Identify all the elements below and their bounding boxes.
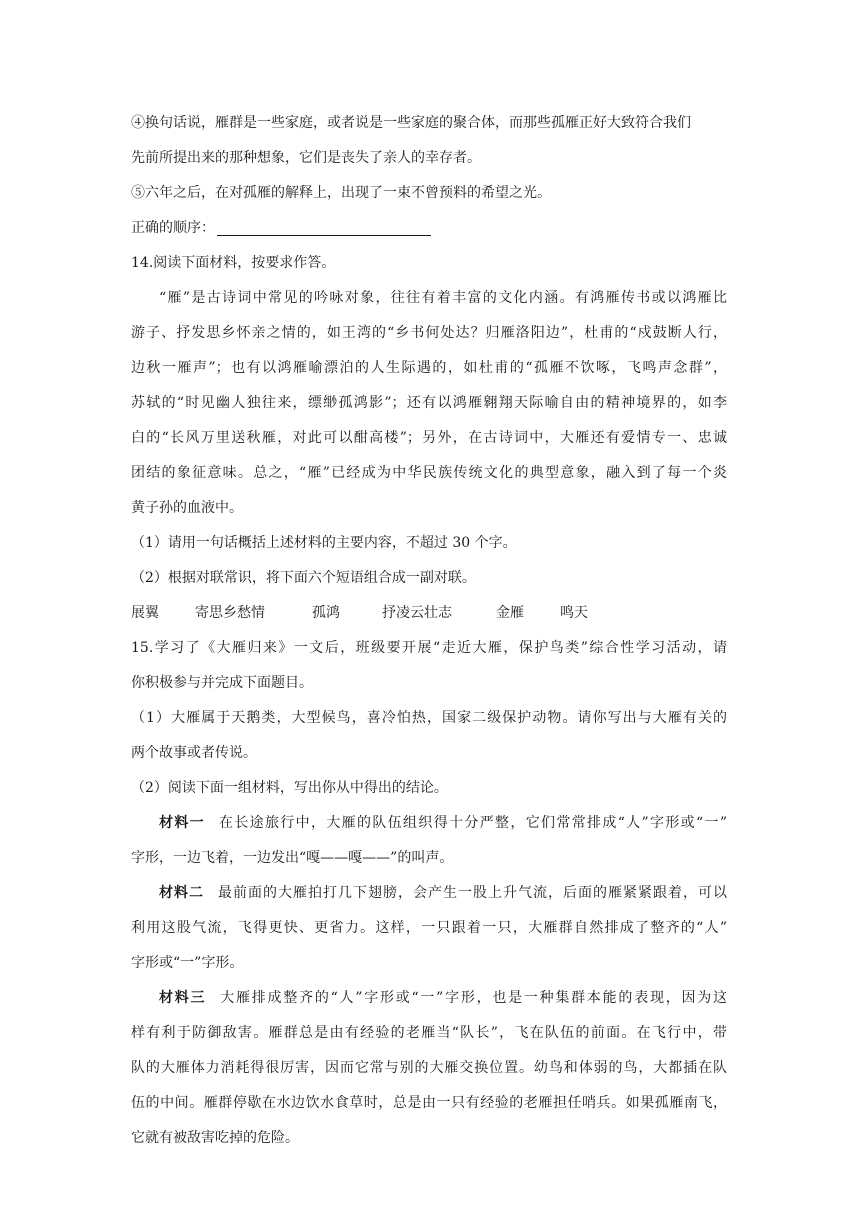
q14-passage-line: 团结的象征意味。总之，“雁”已经成为中华民族传统文化的典型意象，融入到了每一个炎 [131, 465, 727, 481]
q15-sub1 [131, 701, 727, 771]
q14-phrase: 寄思乡愁情 [195, 605, 265, 621]
q15-material1-text: 在长途旅行中，大雁的队伍组织得十分严整，它们常常排成“人”字形或“一” [219, 815, 727, 831]
q15-sub2: （2）阅读下面一组材料，写出你从中得出的结论。 [131, 780, 448, 796]
q13-answer-blank[interactable] [217, 219, 431, 236]
q14-phrase: 展翼 [131, 605, 159, 621]
q15-material3-line [131, 981, 727, 1016]
q13-item4-line2: 先前所提出来的那种想象，它们是丧失了亲人的幸存者。 [131, 150, 481, 166]
q14-passage-line: 苏轼的“时见幽人独往来，缥缈孤鸿影”；还有以鸿雁翱翔天际喻自由的精神境界的，如李 [131, 395, 727, 411]
q15-material2-line: 利用这股气流，飞得更快、更省力。这样，一只跟着一只，大雁群自然排成了整齐的“人” [131, 920, 727, 936]
q13-order-row [131, 211, 731, 246]
q15-material3 [131, 981, 727, 1156]
q15-material1 [131, 806, 727, 876]
q15-material1-line [131, 806, 727, 841]
q15-material2 [131, 876, 727, 981]
q15-material3-line: 它就有被敌害吃掉的危险。 [131, 1130, 299, 1146]
q15-material2-line: 字形或“一”字形。 [131, 955, 244, 971]
q14-sub1: （1）请用一句话概括上述材料的主要内容，不超过 30 个字。 [131, 535, 517, 551]
q15-heading-line2: 你积极参与并完成下面题目。 [131, 675, 313, 691]
q15-material1-label: 材料一 [159, 815, 206, 831]
q15-material3-label: 材料三 [159, 990, 207, 1006]
q14-passage-line: “雁”是古诗词中常见的吟咏对象，往往有着丰富的文化内涵。有鸿雁传书或以鸿雁比 [159, 290, 727, 306]
q15-material2-text: 最前面的大雁拍打几下翅膀，会产生一股上升气流，后面的雁紧紧跟着，可以 [218, 885, 727, 901]
q15-sub1-line2: 两个故事或者传说。 [131, 745, 257, 761]
q15-material2-label: 材料二 [159, 885, 204, 901]
q15-heading [131, 631, 727, 701]
q14-passage-line: 白的“长风万里送秋雁，对此可以酣高楼”；另外，在古诗词中，大雁还有爱情专一、忠诚 [131, 430, 727, 446]
q15-material3-text: 大雁排成整齐的“人”字形或“一”字形，也是一种集群本能的表现，因为这 [220, 990, 727, 1006]
q15-material2-line [131, 876, 727, 911]
q14-phrase: 金雁 [496, 605, 524, 621]
document-content [131, 106, 731, 1156]
q14-passage-line: 游子、抒发思乡怀亲之情的，如王湾的“乡书何处达？归雁洛阳边”，杜甫的“戍鼓断人行， [131, 325, 727, 341]
q15-material1-line: 字形，一边飞着，一边发出“嘎——嘎——”的叫声。 [131, 850, 454, 866]
q14-phrase-row [131, 596, 731, 631]
q14-passage [131, 281, 727, 526]
q13-order-label: 正确的顺序： [131, 220, 215, 236]
q14-phrase: 鸣天 [560, 605, 588, 621]
q15-heading-line1: 15.学习了《大雁归来》一文后，班级要开展“走近大雁，保护鸟类”综合性学习活动，请 [131, 640, 727, 656]
q15-material3-line: 队的大雁体力消耗得很厉害，因而它常与别的大雁交换位置。幼鸟和体弱的鸟，大都插在队 [131, 1060, 727, 1076]
q14-sub2: （2）根据对联常识，将下面六个短语组合成一副对联。 [131, 570, 476, 586]
q15-material3-line: 伍的中间。雁群停歇在水边饮水食草时，总是由一只有经验的老雁担任哨兵。如果孤雁南飞， [131, 1095, 727, 1111]
q15-sub1-line1: （1）大雁属于天鹅类，大型候鸟，喜冷怕热，国家二级保护动物。请你写出与大雁有关的 [131, 710, 727, 726]
q14-heading: 14.阅读下面材料，按要求作答。 [131, 255, 336, 271]
q13-item4-line1: ④换句话说，雁群是一些家庭，或者说是一些家庭的聚合体，而那些孤雁正好大致符合我们 [131, 115, 691, 131]
q14-phrase: 抒凌云壮志 [382, 605, 452, 621]
q14-passage-line: 黄子孙的血液中。 [131, 500, 243, 516]
q14-phrase: 孤鸿 [312, 605, 340, 621]
q13-item5: ⑤六年之后，在对孤雁的解释上，出现了一束不曾预料的希望之光。 [131, 185, 551, 201]
q14-passage-line: 边秋一雁声”；也有以鸿雁喻漂泊的人生际遇的，如杜甫的“孤雁不饮啄，飞鸣声念群”， [131, 360, 727, 376]
q15-material3-line: 样有利于防御敌害。雁群总是由有经验的老雁当“队长”，飞在队伍的前面。在飞行中，带 [131, 1025, 727, 1041]
